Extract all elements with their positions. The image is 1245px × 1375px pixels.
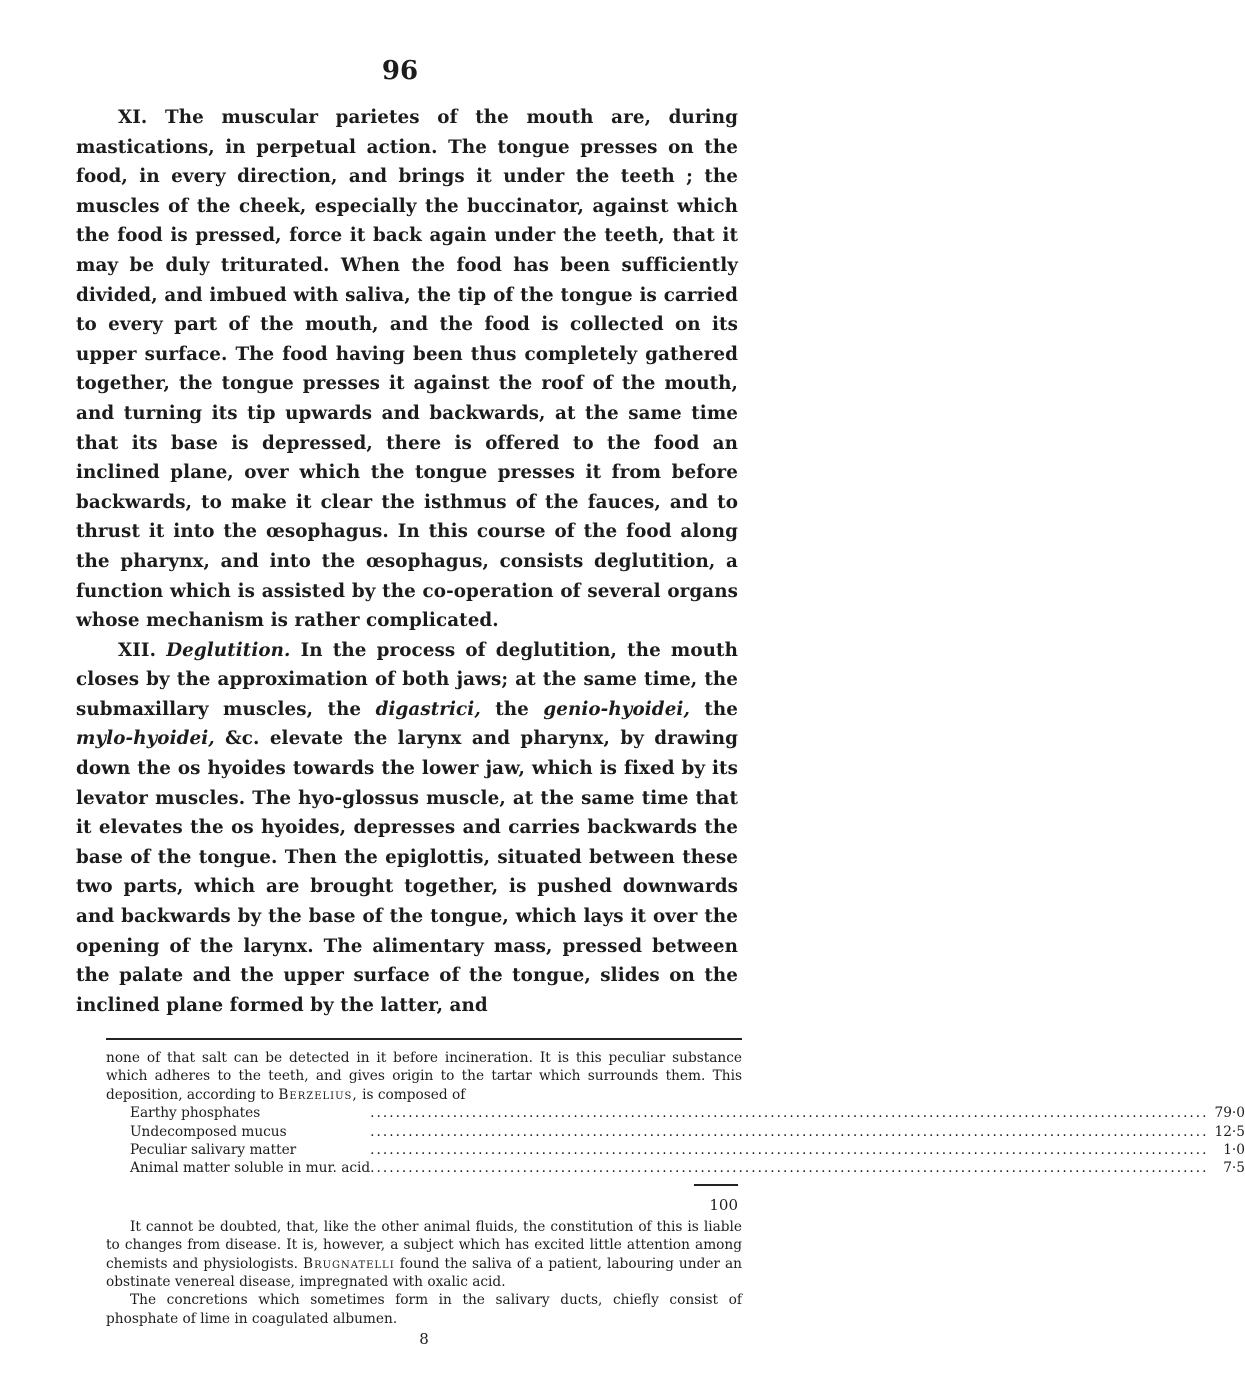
composition-total <box>106 1178 742 1218</box>
section-number-xii: XII. <box>118 639 157 661</box>
footnote-intro-text-1: none of that salt can be detected in it before incineration. It is this peculiar substance which adheres to the teeth, and gives origin to the tartar which surrounds them. This deposition, according to <box>106 1050 742 1103</box>
page-number: 96 <box>381 56 419 86</box>
composition-label: Undecomposed mucus <box>130 1123 287 1140</box>
total-value: 100 <box>709 1195 738 1214</box>
composition-value: 12·5 <box>1214 1123 1245 1140</box>
composition-label: Earthy phosphates <box>130 1105 261 1122</box>
author-brugnatelli: Brugnatelli <box>303 1255 395 1272</box>
author-berzelius: Berzelius, <box>278 1086 358 1103</box>
table-row <box>130 1159 1245 1177</box>
footnote-paragraph-disease-text-1: It cannot be doubted, that, like the other animal fluids, the constitution of this is liable to changes from disease. It is, however, a subject which has excited little attention among chemists and physiologists. <box>106 1218 742 1272</box>
composition-value: 1·0 <box>1223 1142 1245 1159</box>
section-heading-deglutition: Deglutition. <box>166 639 291 661</box>
footnote-paragraph-concretions: The concretions which sometimes form in the salivary ducts, chiefly consist of phosphate of lime in coagulated albumen. <box>106 1292 742 1327</box>
composition-table <box>130 1104 1245 1178</box>
footnote-paragraph-disease-text-2: found the saliva of a patient, labouring under an obstinate venereal disease, impregnated with oxalic acid. <box>106 1255 742 1291</box>
paragraph-xii-text-1: In the process of deglutition, the mouth closes by the approximation of both jaws; at the same time, the submaxillary muscles, the <box>76 639 738 720</box>
table-row <box>130 1104 1245 1122</box>
footnote-intro <box>106 1049 742 1104</box>
composition-label: Animal matter soluble in mur. acid <box>130 1160 371 1177</box>
footnote-paragraph-disease <box>106 1218 742 1292</box>
term-mylo-hyoidei: mylo-hyoidei, <box>76 728 215 750</box>
paragraph-xii-text-2: the <box>495 698 529 720</box>
total-rule <box>694 1184 738 1186</box>
footnote-intro-text-2: is composed of <box>362 1086 466 1103</box>
leader-dots <box>370 1123 1208 1141</box>
paragraph-xii-text-4: &c. elevate the larynx and pharynx, by drawing down the os hyoides towards the lower jaw, which is fixed by its levator muscles. The hyo-glossus muscle, at the same time that it elevates the os hyoides, depresses and carries backwards the base of the tongue. Then the epiglottis, situated between these two parts, which are brought together, is pushed downwards and backwards by the base of the tongue, which lays it over the opening of the larynx. The alimentary mass, pressed between the palate and the upper surface of the tongue, slides on the inclined plane formed by the latter, and <box>76 728 739 1016</box>
composition-value: 7·5 <box>1223 1160 1245 1177</box>
term-digastrici: digastrici, <box>375 698 481 720</box>
term-genio-hyoidei: genio-hyoidei, <box>543 698 690 720</box>
leader-dots <box>370 1159 1208 1177</box>
composition-label: Peculiar salivary matter <box>130 1142 297 1159</box>
composition-value: 79·0 <box>1214 1105 1245 1122</box>
signature-mark: 8 <box>419 1330 429 1349</box>
leader-dots <box>370 1141 1208 1159</box>
main-text <box>76 103 738 1020</box>
footnote <box>106 1049 1245 1349</box>
leader-dots <box>370 1104 1208 1122</box>
paragraph-xi <box>76 103 738 636</box>
footnote-divider <box>106 1038 742 1040</box>
paragraph-xii <box>76 636 738 1021</box>
paragraph-xi-text: The muscular parietes of the mouth are, during mastications, in perpetual action. The tongue presses on the food, in every direction, and brings it under the teeth ; the muscles of the cheek, especially the buccinator, against which the food is pressed, force it back again under the teeth, that it may be duly triturated. When the food has been sufficiently divided, and imbued with saliva, the tip of the tongue is carried to every part of the mouth, and the food is collected on its upper surface. The food having been thus completely gathered together, the tongue presses it against the roof of the mouth, and turning its tip upwards and backwards, at the same time that its base is depressed, there is offered to the food an inclined plane, over which the tongue presses it from before backwards, to make it clear the isthmus of the fauces, and to thrust it into the œsophagus. In this course of the food along the pharynx, and into the œsophagus, consists deglutition, a function which is assisted by the co-operation of several organs whose mechanism is rather complicated. <box>76 107 738 632</box>
table-row <box>130 1141 1245 1159</box>
paragraph-xii-text-3: the <box>704 698 739 720</box>
table-row <box>130 1123 1245 1141</box>
section-number-xi: XI. <box>118 107 148 128</box>
